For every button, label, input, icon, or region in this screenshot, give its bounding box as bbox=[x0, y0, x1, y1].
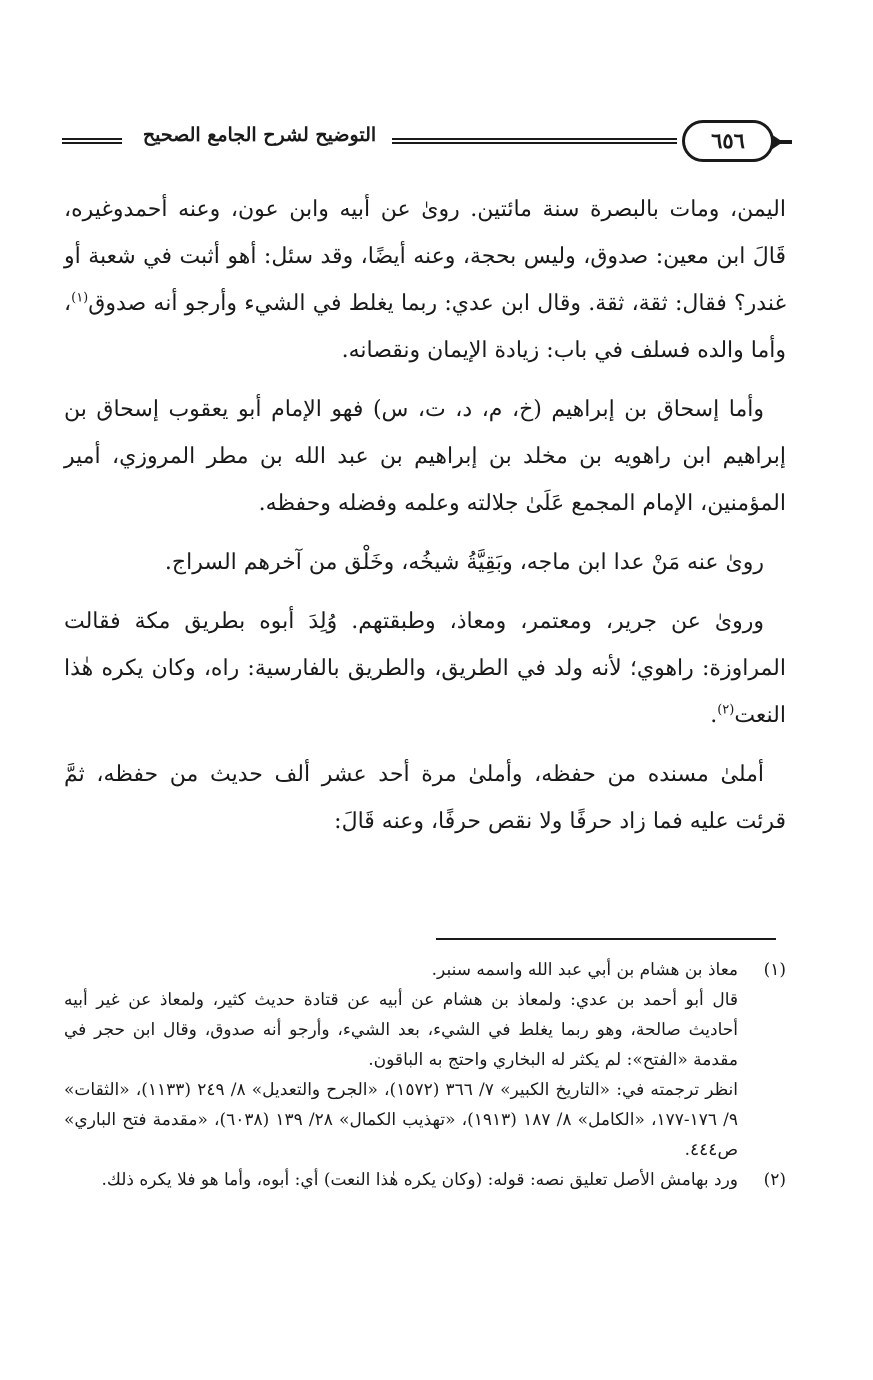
footnote-1-line: معاذ بن هشام بن أبي عبد الله واسمه سنبر. bbox=[431, 960, 738, 980]
footnote-2-body bbox=[64, 1165, 738, 1195]
paragraph-4-text: وروىٰ عن جرير، ومعتمر، ومعاذ، وطبقتهم. وُلِدَ أبوه بطريق مكة فقالت المراوزة: راهوي؛ لأنه ولد في الطريق، والطريق بالفارسية: راه، وكان يكره هٰذا النعت bbox=[64, 609, 786, 728]
paragraph-4 bbox=[64, 598, 786, 739]
paragraph-1-tail: ، وأما والده فسلف في باب: زيادة الإيمان ونقصانه. bbox=[64, 291, 786, 363]
header-rule-middle bbox=[392, 138, 677, 144]
footnote-2-number: (٢) bbox=[763, 1170, 786, 1190]
paragraph-1 bbox=[64, 186, 786, 374]
header-rule-left bbox=[62, 138, 122, 144]
footnote-1-body bbox=[64, 955, 738, 1165]
footnote-2-line: ورد بهامش الأصل تعليق نصه: قوله: (وكان يكره هٰذا النعت) أي: أبوه، وأما هو فلا يكره ذلك. bbox=[101, 1170, 738, 1190]
footnote-1-line: قال أبو أحمد بن عدي: ولمعاذ بن هشام عن أبيه عن قتادة حديث كثير، ولمعاذ عن غير أبيه أحاديث صالحة، وهو ربما يغلط في الشيء، بعد الشيء، وأرجو أنه صدوق، وقال ابن حجر في مقدمة «الفتح»: لم يكثر له البخاري واحتج به الباقون. bbox=[64, 990, 738, 1070]
book-title: التوضيح لشرح الجامع الصحيح bbox=[142, 124, 377, 146]
page-number: ٦٥٦ bbox=[682, 120, 774, 162]
paragraph-3: روىٰ عنه مَنْ عدا ابن ماجه، وبَقِيَّةُ شيخُه، وخَلْق من آخرهم السراج. bbox=[164, 550, 764, 575]
header-rule-right bbox=[777, 140, 792, 144]
footnote-separator bbox=[436, 938, 776, 940]
paragraph-5: أملىٰ مسنده من حفظه، وأملىٰ مرة أحد عشر ألف حديث من حفظه، ثمَّ قرئت عليه فما زاد حرفًا ولا نقص حرفًا، وعنه قَالَ: bbox=[64, 762, 786, 834]
main-text bbox=[64, 186, 786, 857]
footnote-1 bbox=[64, 955, 786, 1165]
footnote-ref-1[interactable]: (١) bbox=[71, 290, 89, 306]
footnote-ref-2[interactable]: (٢) bbox=[717, 702, 735, 718]
running-header bbox=[62, 118, 792, 168]
paragraph-4-tail: . bbox=[710, 703, 718, 728]
paragraph-1-text: اليمن، ومات بالبصرة سنة مائتين. روىٰ عن أبيه وابن عون، وعنه أحمدوغيره، قَالَ ابن معين: صدوق، وليس بحجة، وعنه أيضًا، وقد سئل: أهو أثبت في شعبة أو غندر؟ فقال: ثقة، ثقة. وقال ابن عدي: ربما يغلط في الشيء وأرجو أنه صدوق bbox=[64, 197, 786, 316]
footnotes bbox=[64, 955, 786, 1195]
footnote-1-number: (١) bbox=[763, 960, 786, 980]
paragraph-2: وأما إسحاق بن إبراهيم (خ، م، د، ت، س) فهو الإمام أبو يعقوب إسحاق بن إبراهيم ابن راهويه بن مخلد بن إبراهيم بن عبد الله بن مطر المروزي، أمير المؤمنين، الإمام المجمع عَلَىٰ جلالته وعلمه وفضله وحفظه. bbox=[64, 397, 786, 516]
footnote-1-line: انظر ترجمته في: «التاريخ الكبير» ٧/ ٣٦٦ (١٥٧٢)، «الجرح والتعديل» ٨/ ٢٤٩ (١١٣٣)، «الثقات» ٩/ ١٧٦-١٧٧، «الكامل» ٨/ ١٨٧ (١٩١٣)، «تهذيب الكمال» ٢٨/ ١٣٩ (٦٠٣٨)، «مقدمة فتح الباري» ص٤٤٤. bbox=[64, 1080, 739, 1160]
footnote-2 bbox=[64, 1165, 786, 1195]
